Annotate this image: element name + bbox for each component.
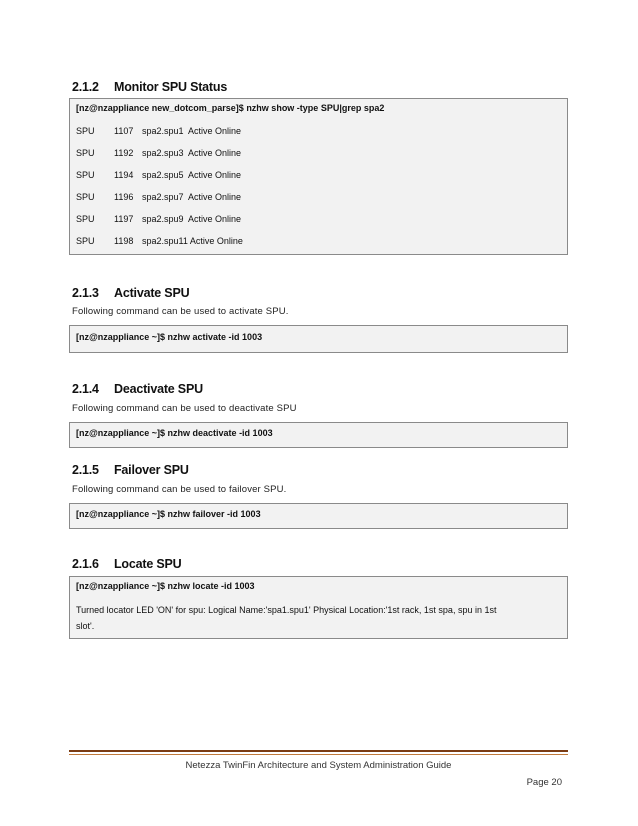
section-number: 2.1.2	[72, 80, 99, 94]
section-number: 2.1.5	[72, 463, 99, 477]
section-description: Following command can be used to failover SPU.	[72, 484, 287, 495]
section-number: 2.1.4	[72, 382, 99, 396]
code-block-locate	[69, 576, 568, 639]
section-heading-monitor-spu-status	[72, 80, 227, 94]
footer-rule-accent	[69, 754, 568, 755]
section-title: Deactivate SPU	[114, 382, 203, 396]
code-command: [nz@nzappliance ~]$ nzhw failover -id 1003	[76, 509, 261, 519]
code-block-deactivate	[69, 422, 568, 448]
section-heading-locate-spu	[72, 557, 181, 571]
code-command: [nz@nzappliance ~]$ nzhw locate -id 1003	[76, 581, 255, 591]
section-title: Monitor SPU Status	[114, 80, 228, 94]
spu-row: SPU 1198 spa2.spu11 Active Online	[76, 236, 243, 246]
spu-row: SPU 1192 spa2.spu3 Active Online	[76, 148, 242, 158]
section-title: Failover SPU	[114, 463, 189, 477]
page-number: Page 20	[526, 777, 562, 788]
section-number: 2.1.6	[72, 557, 99, 571]
section-heading-failover-spu	[72, 463, 189, 477]
spu-row: SPU 1197 spa2.spu9 Active Online	[76, 214, 242, 224]
command-output-line: Turned locator LED 'ON' for spu: Logical Name:'spa1.spu1' Physical Location:'1st rack, 1st spa, spu in 1st	[76, 605, 497, 615]
code-block-failover	[69, 503, 568, 529]
footer-document-title: Netezza TwinFin Architecture and System Administration Guide	[185, 760, 452, 771]
section-heading-deactivate-spu	[72, 382, 203, 396]
section-description: Following command can be used to deactivate SPU	[72, 403, 297, 414]
footer-rule	[69, 750, 568, 752]
spu-row: SPU 1194 spa2.spu5 Active Online	[76, 170, 242, 180]
section-description: Following command can be used to activate SPU.	[72, 306, 289, 317]
command-output-line: slot'.	[76, 621, 95, 631]
section-heading-activate-spu	[72, 286, 189, 300]
section-title: Activate SPU	[114, 286, 190, 300]
spu-row: SPU 1107 spa2.spu1 Active Online	[76, 126, 242, 136]
section-title: Locate SPU	[114, 557, 182, 571]
code-command: [nz@nzappliance ~]$ nzhw activate -id 1003	[76, 332, 263, 342]
spu-row: SPU 1196 spa2.spu7 Active Online	[76, 192, 242, 202]
code-block-monitor	[69, 98, 568, 255]
code-command: [nz@nzappliance new_dotcom_parse]$ nzhw show -type SPU|grep spa2	[76, 103, 385, 113]
section-number: 2.1.3	[72, 286, 99, 300]
code-command: [nz@nzappliance ~]$ nzhw deactivate -id 1003	[76, 428, 273, 438]
code-block-activate	[69, 325, 568, 353]
